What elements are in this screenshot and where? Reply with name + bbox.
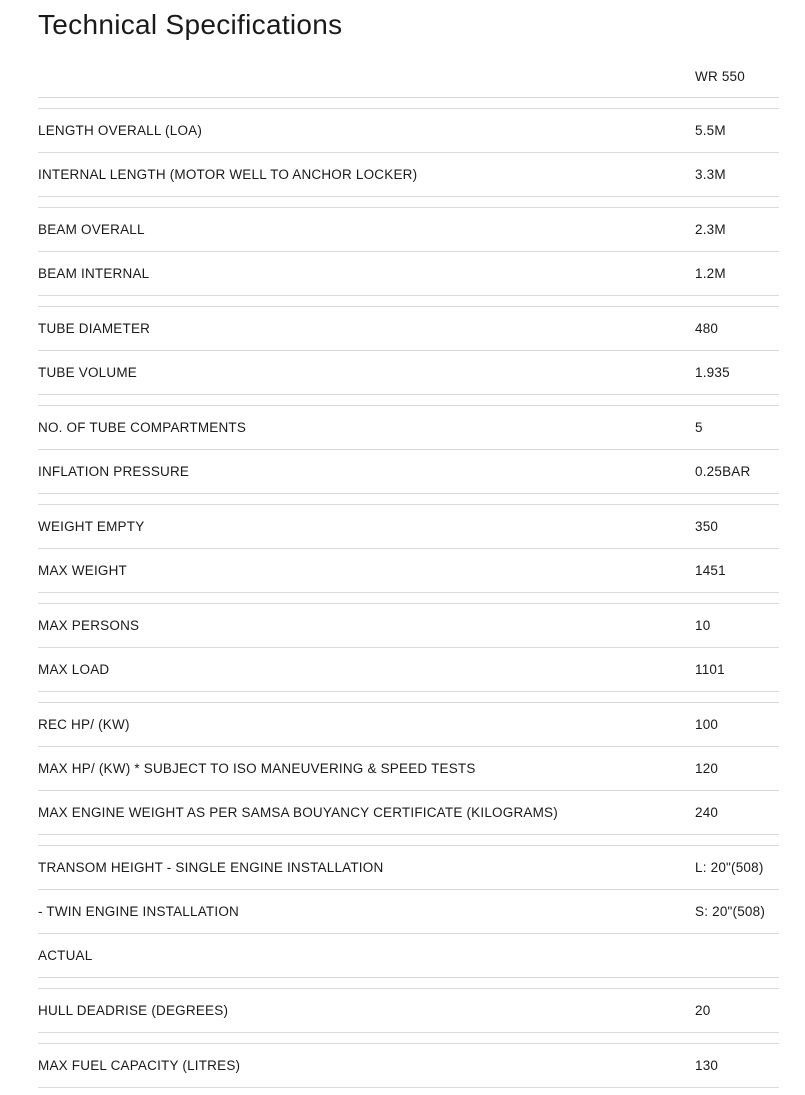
spec-group (38, 306, 779, 395)
table-row (38, 604, 779, 648)
spec-label: MAX ENGINE WEIGHT AS PER SAMSA BOUYANCY CERTIFICATE (KILOGRAMS) (38, 805, 558, 820)
spec-value: S: 20"(508) (695, 904, 766, 919)
table-row (38, 648, 779, 692)
spec-value: 20 (695, 1003, 711, 1018)
table-row (38, 791, 779, 835)
spec-label: MAX HP/ (KW) * SUBJECT TO ISO MANEUVERING & SPEED TESTS (38, 761, 476, 776)
table-row (38, 549, 779, 593)
spec-label: MAX WEIGHT (38, 563, 127, 578)
spec-label: BEAM OVERALL (38, 222, 145, 237)
spec-label: ACTUAL (38, 948, 93, 963)
spec-group (38, 405, 779, 494)
table-row (38, 450, 779, 494)
spec-group (38, 1043, 779, 1088)
table-row (38, 989, 779, 1033)
table-row (38, 846, 779, 890)
spec-value: 5.5M (695, 123, 726, 138)
spec-group (38, 207, 779, 296)
spec-value: 480 (695, 321, 719, 336)
spec-label: WEIGHT EMPTY (38, 519, 145, 534)
table-row (38, 406, 779, 450)
spec-value: 240 (695, 805, 719, 820)
spec-label: MAX FUEL CAPACITY (LITRES) (38, 1058, 241, 1073)
spec-group (38, 702, 779, 835)
spec-label: TRANSOM HEIGHT - SINGLE ENGINE INSTALLATION (38, 860, 384, 875)
spec-value: 120 (695, 761, 719, 776)
spec-value: 350 (695, 519, 719, 534)
table-row (38, 890, 779, 934)
table-row (38, 208, 779, 252)
spec-group (38, 845, 779, 978)
spec-label: INFLATION PRESSURE (38, 464, 190, 479)
table-row (38, 109, 779, 153)
spec-value: 1.2M (695, 266, 726, 281)
page-title: Technical Specifications (38, 9, 343, 40)
spec-groups (38, 108, 779, 1088)
spec-label: LENGTH OVERALL (LOA) (38, 123, 203, 138)
spec-group (38, 504, 779, 593)
spec-group (38, 988, 779, 1033)
spec-value: 130 (695, 1058, 719, 1073)
spec-value: 5 (695, 420, 703, 435)
spec-label: MAX LOAD (38, 662, 110, 677)
spec-value: 0.25BAR (695, 464, 751, 479)
spec-value: 1101 (695, 662, 725, 677)
table-row (38, 307, 779, 351)
spec-value: 2.3M (695, 222, 726, 237)
spec-group (38, 108, 779, 197)
spec-label: BEAM INTERNAL (38, 266, 150, 281)
spec-value: 3.3M (695, 167, 726, 182)
table-row (38, 1044, 779, 1088)
spec-label: REC HP/ (KW) (38, 717, 130, 732)
spec-label: - TWIN ENGINE INSTALLATION (38, 904, 239, 919)
spec-label: INTERNAL LENGTH (MOTOR WELL TO ANCHOR LOCKER) (38, 167, 418, 182)
spec-value: 1451 (695, 563, 726, 578)
table-row (38, 351, 779, 395)
table-row (38, 747, 779, 791)
spec-label: NO. OF TUBE COMPARTMENTS (38, 420, 247, 435)
model-column-header: WR 550 (695, 68, 745, 84)
spec-table (38, 55, 779, 1088)
spec-label: MAX PERSONS (38, 618, 140, 633)
spec-label: HULL DEADRISE (DEGREES) (38, 1003, 229, 1018)
spec-group (38, 603, 779, 692)
spec-label: TUBE VOLUME (38, 365, 137, 380)
table-row (38, 703, 779, 747)
table-row (38, 153, 779, 197)
table-row (38, 934, 779, 978)
table-row (38, 505, 779, 549)
spec-value: L: 20"(508) (695, 860, 764, 875)
spec-value: 10 (695, 618, 711, 633)
spec-table-header-row (38, 55, 779, 98)
spec-label: TUBE DIAMETER (38, 321, 151, 336)
table-row (38, 252, 779, 296)
spec-value: 1.935 (695, 365, 730, 380)
spec-value: 100 (695, 717, 719, 732)
